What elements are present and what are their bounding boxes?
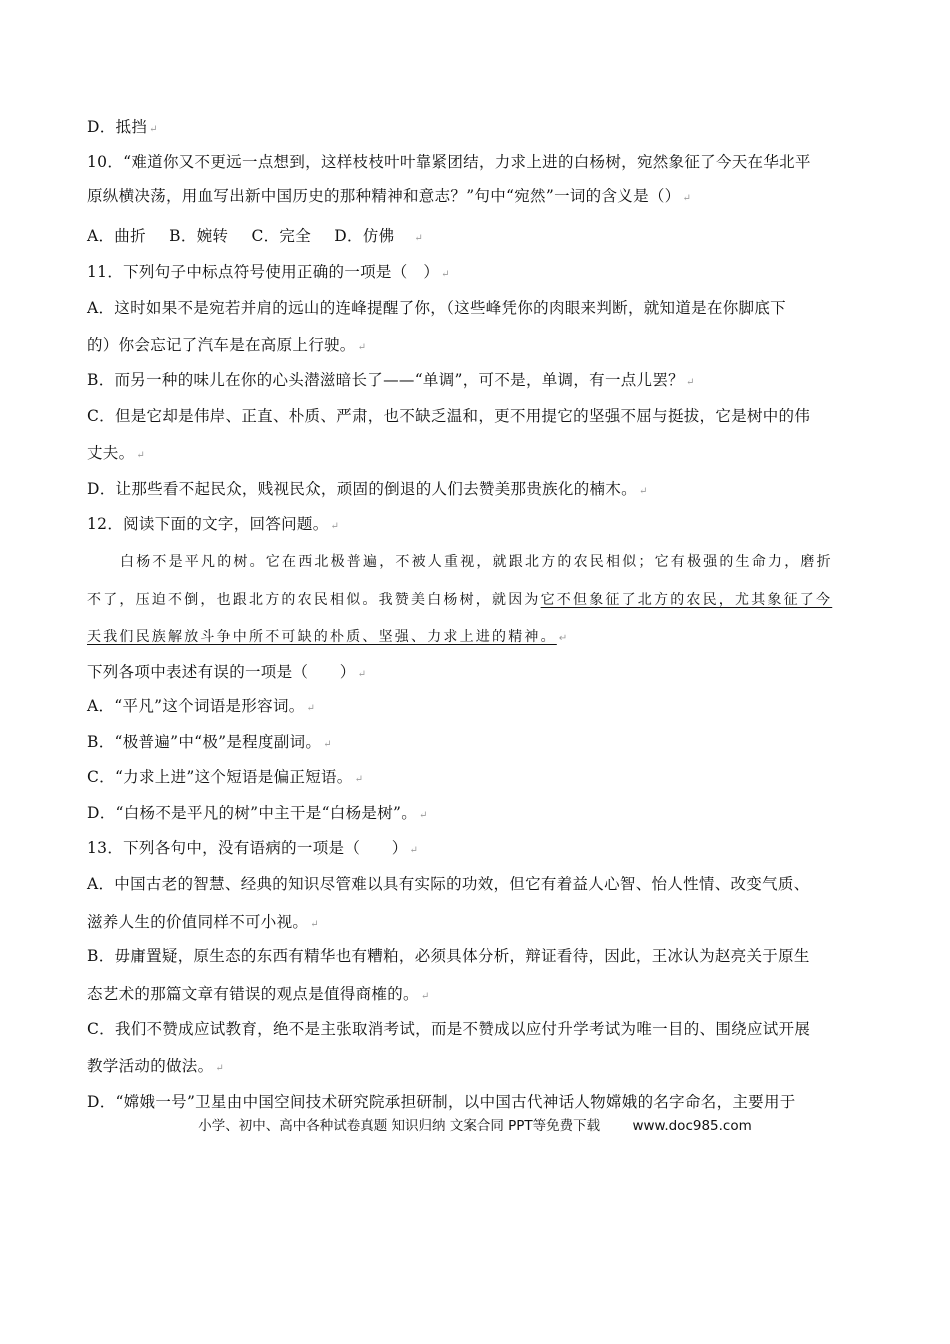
- question-11-option-d: D．让那些看不起民众，贱视民众，顽固的倒退的人们去赞美那贵族化的楠木。 ↵: [87, 480, 648, 498]
- question-13-option-c-1: C．我们不赞成应试教育，绝不是主张取消考试，而是不赞成以应付升学考试为唯一目的、围绕应试开展: [87, 1020, 811, 1038]
- question-12-option-a: A．“平凡”这个词语是形容词。 ↵: [87, 697, 316, 715]
- question-13-stem: 13．下列各句中，没有语病的一项是（ ） ↵: [87, 839, 419, 857]
- option-a: A．曲折: [87, 227, 146, 245]
- question-12-option-b: B．“极普遍”中“极”是程度副词。 ↵: [87, 733, 332, 751]
- question-12-stem: 12．阅读下面的文字，回答问题。 ↵: [87, 515, 340, 533]
- option-c: C．完全: [251, 227, 312, 245]
- question-11-option-b: B．而另一种的味儿在你的心头潜滋暗长了——“单调”，可不是，单调，有一点儿罢？ ↵: [87, 371, 695, 389]
- question-12-option-c: C．“力求上进”这个短语是偏正短语。 ↵: [87, 768, 364, 786]
- passage-line-1: 白杨不是平凡的树。它在西北极普遍，不被人重视，就跟北方的农民相似；它有极强的生命力，磨折: [120, 554, 833, 570]
- option-d: D．仿佛: [334, 227, 395, 245]
- question-12-option-d: D．“白杨不是平凡的树”中主干是“白杨是树”。 ↵: [87, 804, 428, 822]
- question-10-line-1: 10．“难道你又不更远一点想到，这样枝枝叶叶靠紧团结，力求上进的白杨树，宛然象征了今天在华北平: [87, 153, 811, 171]
- question-13-option-a-1: A．中国古老的智慧、经典的知识尽管难以具有实际的功效，但它有着益人心智、怡人性情、改变气质、: [87, 875, 810, 893]
- question-13-option-d: D．“嫦娥一号”卫星由中国空间技术研究院承担研制，以中国古代神话人物嫦娥的名字命名，主要用于: [87, 1093, 796, 1111]
- question-11-option-a-2: 的）你会忘记了汽车是在高原上行驶。 ↵: [87, 336, 367, 354]
- passage-line-2: 不了，压迫不倒，也跟北方的农民相似。我赞美白杨树，就因为它不但象征了北方的农民，尤其象征了今: [87, 592, 833, 608]
- question-13-option-b-1: B．毋庸置疑，原生态的东西有精华也有糟粕，必须具体分析，辩证看待，因此，王冰认为赵亮关于原生: [87, 947, 810, 965]
- underlined-sentence-end: 天我们民族解放斗争中所不可缺的朴质、坚强、力求上进的精神。: [87, 629, 557, 645]
- question-12-prompt: 下列各项中表述有误的一项是（ ） ↵: [87, 663, 367, 681]
- question-13-option-a-2: 滋养人生的价值同样不可小视。 ↵: [87, 913, 319, 931]
- question-11-option-c-1: C．但是它却是伟岸、正直、朴质、严肃，也不缺乏温和，更不用提它的坚强不屈与挺拔，它是树中的伟: [87, 407, 811, 425]
- footer-website-link[interactable]: www.doc985.com: [632, 1118, 752, 1134]
- question-11-option-c-2: 丈夫。 ↵: [87, 444, 146, 462]
- option-line: D．抵挡 ↵: [87, 118, 158, 136]
- option-b: B．婉转: [169, 227, 229, 245]
- question-13-option-c-2: 教学活动的做法。 ↵: [87, 1057, 225, 1075]
- question-11-stem: 11．下列句子中标点符号使用正确的一项是（ ） ↵: [87, 263, 450, 281]
- question-10-line-2: 原纵横决荡，用血写出新中国历史的那种精神和意志？”句中“宛然”一词的含义是（） ↵: [87, 187, 692, 205]
- underlined-sentence: 它不但象征了北方的农民，尤其象征了今: [540, 592, 833, 608]
- question-10-options: A．曲折 B．婉转 C．完全 D．仿佛 ↵: [87, 227, 424, 245]
- question-13-option-b-2: 态艺术的那篇文章有错误的观点是值得商榷的。 ↵: [87, 985, 430, 1003]
- page-footer: [0, 1114, 950, 1134]
- question-11-option-a-1: A．这时如果不是宛若并肩的远山的连峰提醒了你，（这些峰凭你的肉眼来判断，就知道是在你脚底下: [87, 299, 786, 317]
- passage-line-3: 天我们民族解放斗争中所不可缺的朴质、坚强、力求上进的精神。 ↵: [87, 629, 570, 645]
- footer-text: 小学、初中、高中各种试卷真题 知识归纳 文案合同 PPT等免费下载: [198, 1118, 601, 1134]
